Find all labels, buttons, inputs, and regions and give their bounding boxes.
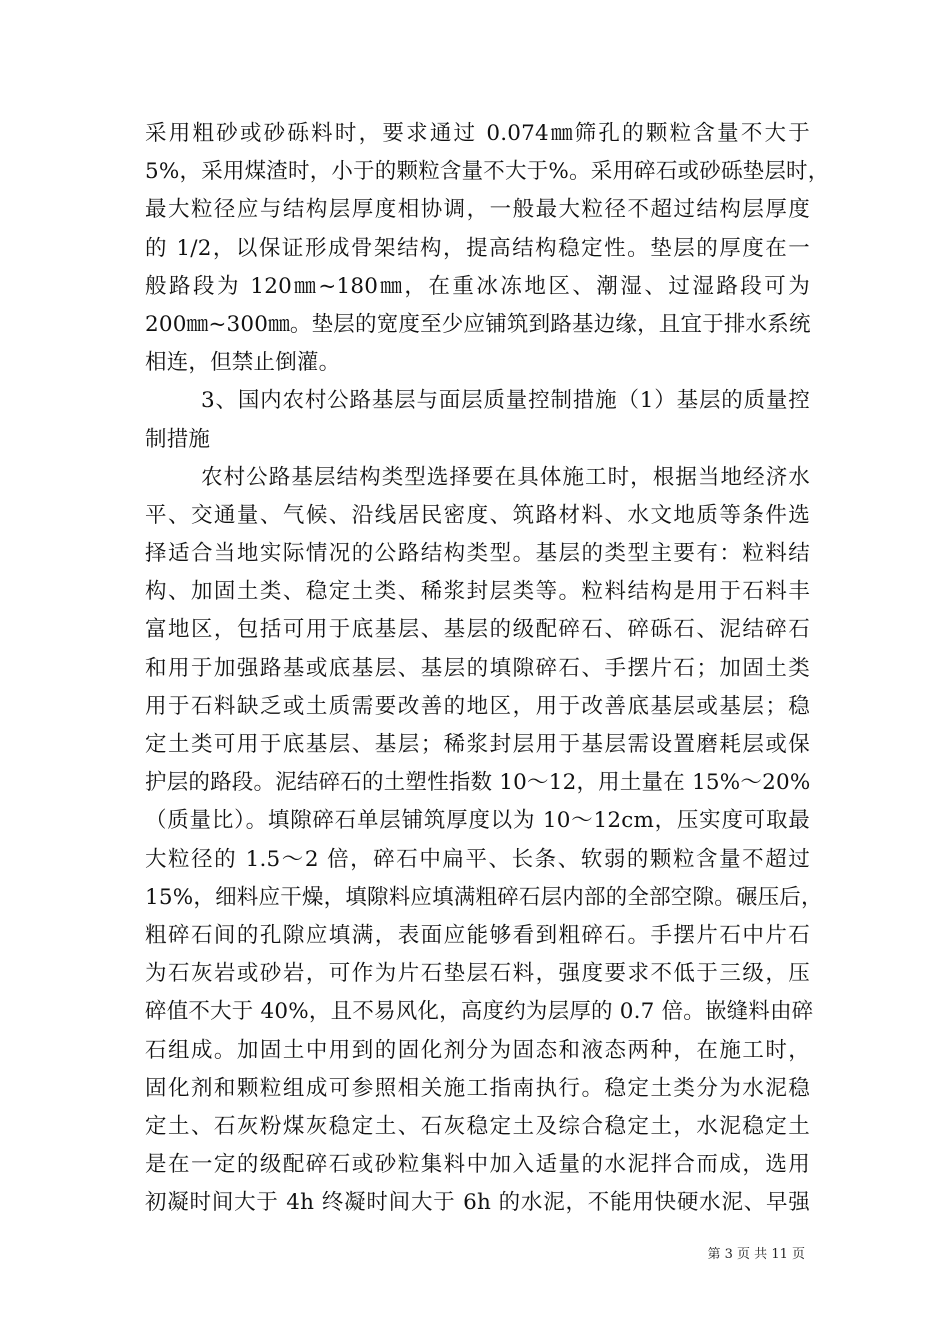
text-line: 择适合当地实际情况的公路结构类型。基层的类型主要有：粒料结 xyxy=(145,541,810,567)
text-line: 是在一定的级配碎石或砂粒集料中加入适量的水泥拌合而成，选用 xyxy=(145,1152,810,1178)
text-line: 3、国内农村公路基层与面层质量控制措施（1）基层的质量控 xyxy=(201,388,810,414)
text-line: 的 1/2，以保证形成骨架结构，提高结构稳定性。垫层的厚度在一 xyxy=(145,235,810,261)
text-line: （质量比）。填隙碎石单层铺筑厚度以为 10～12cm，压实度可取最 xyxy=(145,808,810,834)
text-line: 定土、石灰粉煤灰稳定土、石灰稳定土及综合稳定土，水泥稳定土 xyxy=(145,1113,810,1139)
text-line: 石组成。加固土中用到的固化剂分为固态和液态两种，在施工时， xyxy=(145,1037,810,1063)
text-line: 200㎜~300㎜。垫层的宽度至少应铺筑到路基边缘，且宜于排水系统 xyxy=(145,311,811,337)
text-line: 5%，采用煤渣时，小于的颗粒含量不大于%。采用碎石或砂砾垫层时， xyxy=(145,159,830,185)
text-line: 碎值不大于 40%，且不易风化，高度约为层厚的 0.7 倍。嵌缝料由碎 xyxy=(145,999,814,1025)
text-line: 般路段为 120㎜~180㎜，在重冰冻地区、潮湿、过湿路段可为 xyxy=(145,273,810,299)
section-heading-paragraph xyxy=(145,382,810,458)
text-line: 粗碎石间的孔隙应填满，表面应能够看到粗碎石。手摆片石中片石 xyxy=(145,922,810,948)
text-line: 用于石料缺乏或土质需要改善的地区，用于改善底基层或基层；稳 xyxy=(145,693,810,719)
text-line: 平、交通量、气候、沿线居民密度、筑路材料、水文地质等条件选 xyxy=(145,502,810,528)
text-line: 富地区，包括可用于底基层、基层的级配碎石、碎砾石、泥结碎石 xyxy=(145,617,810,643)
text-line: 构、加固土类、稳定土类、稀浆封层类等。粒料结构是用于石料丰 xyxy=(145,579,810,605)
text-line: 最大粒径应与结构层厚度相协调，一般最大粒径不超过结构层厚度 xyxy=(145,197,810,223)
text-line: 和用于加强路基或底基层、基层的填隙碎石、手摆片石；加固土类 xyxy=(145,655,810,681)
text-line: 固化剂和颗粒组成可参照相关施工指南执行。稳定土类分为水泥稳 xyxy=(145,1075,810,1101)
text-line: 为石灰岩或砂岩，可作为片石垫层石料，强度要求不低于三级，压 xyxy=(145,961,810,987)
text-line: 初凝时间大于 4h 终凝时间大于 6h 的水泥，不能用快硬水泥、早强 xyxy=(145,1190,810,1216)
text-line: 大粒径的 1.5～2 倍，碎石中扁平、长条、软弱的颗粒含量不超过 xyxy=(145,846,810,872)
text-line: 相连，但禁止倒灌。 xyxy=(145,350,341,376)
text-line: 护层的路段。泥结碎石的土塑性指数 10～12，用土量在 15%～20% xyxy=(145,770,811,796)
paragraph-base-layer xyxy=(145,459,823,1223)
paragraph-cushion-layer xyxy=(145,115,830,382)
text-line: 采用粗砂或砂砾料时，要求通过 0.074㎜筛孔的颗粒含量不大于 xyxy=(145,121,810,146)
text-line: 定土类可用于底基层、基层；稀浆封层用于基层需设置磨耗层或保 xyxy=(145,732,810,757)
document-body xyxy=(145,115,830,1222)
page-number: 第 3 页 共 11 页 xyxy=(707,1247,805,1262)
text-line: 农村公路基层结构类型选择要在具体施工时，根据当地经济水 xyxy=(201,464,810,490)
text-line: 15%，细料应干燥，填隙料应填满粗碎石层内部的全部空隙。碾压后， xyxy=(145,884,823,910)
text-line: 制措施 xyxy=(145,426,211,452)
